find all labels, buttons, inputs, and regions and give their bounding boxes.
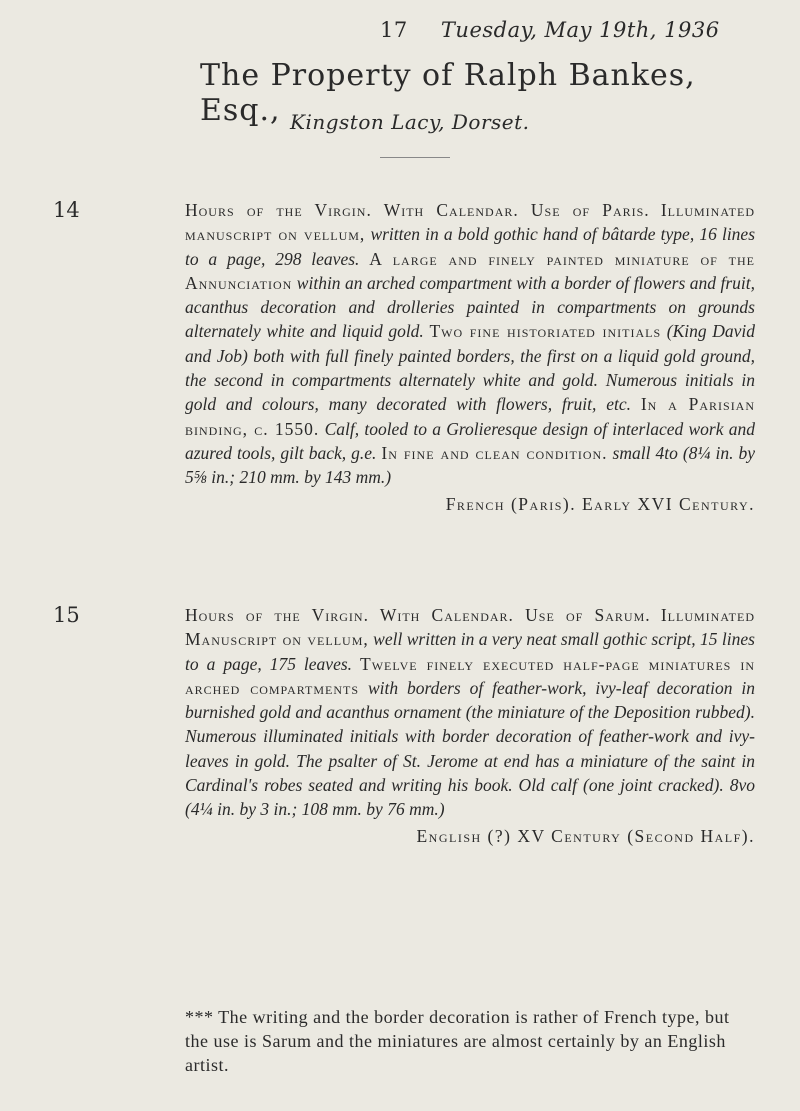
divider xyxy=(380,157,450,158)
lot-desc-part: Two fine historiated initials xyxy=(429,321,662,342)
lot-description xyxy=(185,603,755,848)
lot-desc-part: small 4to (8¼ in. by 5⅝ in.; 210 mm. by 143 mm.) xyxy=(185,442,756,488)
lot-desc-part: well written in a very neat small gothic script, 15 lines to a page, 175 leaves. xyxy=(185,629,755,674)
lot-desc-part: Twelve finely executed half-page miniatures in arched compartments xyxy=(185,653,755,698)
owner-heading: The Property of Ralph Bankes, Esq., xyxy=(200,58,696,128)
lot-number: 15 xyxy=(53,603,80,627)
sale-date: Tuesday, May 19th, 1936 xyxy=(440,18,720,42)
lot-desc-part: written in a bold gothic hand of bâtarde type, 16 lines to a page, 298 leaves. xyxy=(185,224,756,269)
lot-desc-part: Illuminated manuscript on vellum, xyxy=(185,200,755,245)
lot-desc-part: Calf, tooled to a Grolieresque design of interlaced work and azured tools, gilt back, g.e. xyxy=(185,418,756,463)
lot-desc-part: A large and finely painted miniature of the Annunciation xyxy=(185,248,756,293)
running-header xyxy=(380,18,750,42)
lot-number: 14 xyxy=(53,198,80,222)
lot-heading: Hours of the Virgin. With Calendar. Use of Paris. xyxy=(185,200,650,220)
owner-location: Kingston Lacy, Dorset. xyxy=(290,110,530,134)
lot-desc-part: In fine and clean condition. xyxy=(381,442,608,463)
lot-desc-part: In a Parisian binding, c. 1550. xyxy=(185,394,756,439)
lot-description xyxy=(185,198,755,516)
page-number: 17 xyxy=(380,18,408,42)
lot-heading: Hours of the Virgin. With Calendar. Use of Sarum. xyxy=(185,605,651,625)
lot-attribution: English (?) XV Century (Second Half). xyxy=(416,825,755,846)
lot-attribution: French (Paris). Early XVI Century. xyxy=(445,493,755,514)
lot-desc-part: Illuminated Manuscript on vellum, xyxy=(185,605,755,650)
lot-desc-part: (King David and Job) both with full finely painted borders, the first on a liquid gold ground, the second in compartments alternately white and gold. Numerous initials in gold and colours, many decorated with flowers, fruit, etc. xyxy=(185,321,756,415)
footnote: *** The writing and the border decoration is rather of French type, but the use is Sarum and the miniatures are almost certainly by an English artist. xyxy=(185,1007,730,1075)
lot-desc-part: with borders of feather-work, ivy-leaf decoration in burnished gold and acanthus ornament (the miniature of the Deposition rubbed). Numerous illuminated initials with border decoration of feather-work and ivy-leaves in gold. The psalter of St. Jerome at end has a miniature of the saint in Cardinal's robes seated and writing his book. Old calf (one joint cracked). 8vo (4¼ in. by 3 in.; 108 mm. by 76 mm.) xyxy=(185,677,755,820)
lot-desc-part: within an arched compartment with a border of flowers and fruit, acanthus decoration and drolleries painted in compartments on grounds alternately white and liquid gold. xyxy=(185,272,756,342)
